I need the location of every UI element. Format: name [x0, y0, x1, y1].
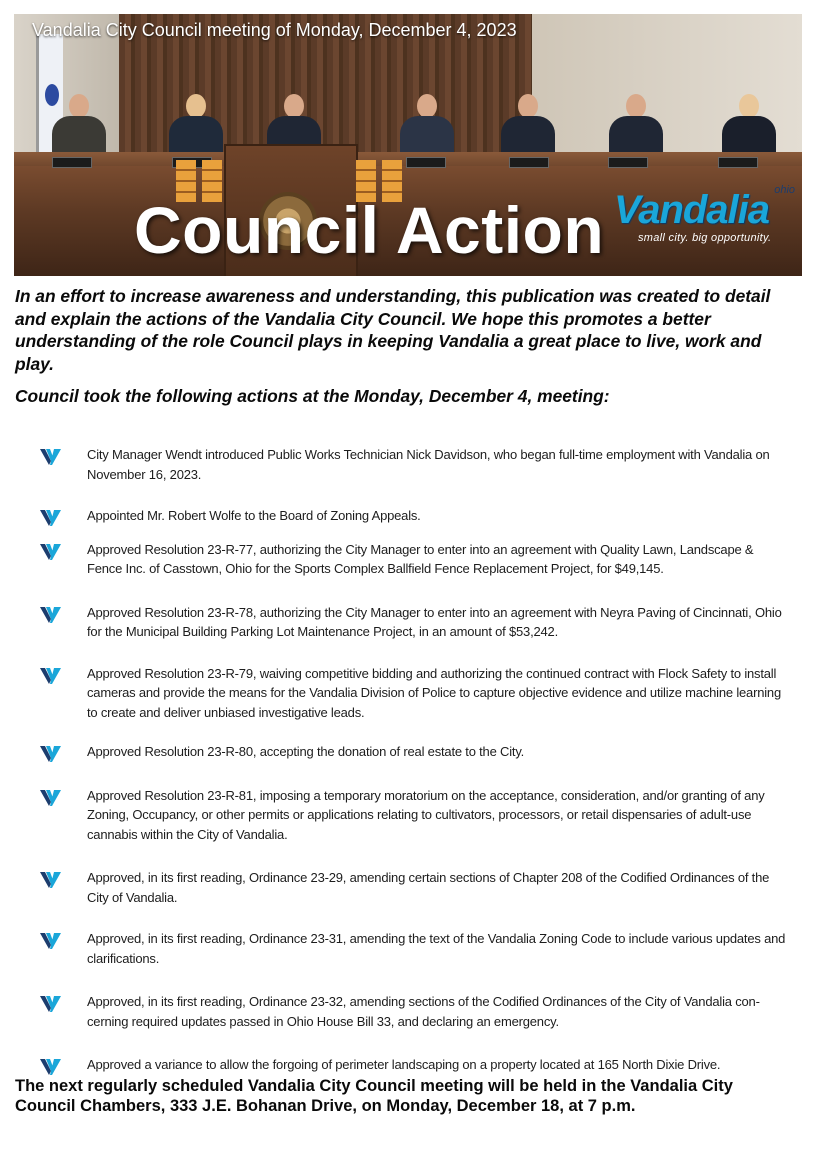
vandalia-chevron-icon: [40, 509, 62, 527]
nameplate: [52, 157, 92, 168]
vandalia-chevron-icon: [40, 667, 62, 685]
logo-state: ohio: [774, 184, 795, 196]
action-text: Approved a variance to allow the forgoing of perimeter landscaping on a property located at 165 North Dixie Drive.: [87, 1057, 721, 1072]
action-item: [40, 506, 790, 526]
nameplate: [406, 157, 446, 168]
next-meeting-notice: The next regularly scheduled Vandalia City Council meeting will be held in the Vandalia City Council Chambers, 333 J.E. Bohanan Drive, on Monday, December 18, at 7 p.m.: [15, 1077, 733, 1115]
action-text: Approved Resolution 23-R-77, authorizing the City Manager to enter into an agreement with Quality Lawn, Landscape & Fence Inc. of Casstown, Ohio for the Sports Complex Ballfield Fence Replacement Project, for $49,145.: [87, 541, 754, 576]
action-item: [40, 742, 790, 762]
action-item: [40, 603, 790, 642]
meeting-date-line: Vandalia City Council meeting of Monday, December 4, 2023: [32, 20, 517, 40]
action-item: [40, 929, 790, 968]
action-text: City Manager Wendt introduced Public Works Technician Nick Davidson, who began full-time employment with Vandalia on November 16, 2023.: [87, 447, 770, 482]
action-text: Appointed Mr. Robert Wolfe to the Board of Zoning Appeals.: [87, 508, 421, 523]
intro-paragraph: In an effort to increase awareness and understanding, this publication was created to detail and explain the actions of the Vandalia City Council. We hope this promotes a better understanding of the role Council plays in keeping Vandalia a great place to live, work and play.: [15, 286, 771, 374]
action-text: Approved, in its first reading, Ordinance 23-31, amending the text of the Vandalia Zoning Code to include various updates and clarifications.: [87, 931, 786, 966]
vandalia-chevron-icon: [40, 995, 62, 1013]
vandalia-chevron-icon: [40, 448, 62, 466]
action-item: [40, 445, 790, 484]
nameplate: [509, 157, 549, 168]
vandalia-chevron-icon: [40, 932, 62, 950]
action-item: [40, 868, 790, 907]
action-text: Approved, in its first reading, Ordinance 23-29, amending certain sections of Chapter 208 of the Codified Ordinances of the City of Vandalia.: [87, 870, 770, 905]
action-item: [40, 786, 790, 845]
action-text: Approved Resolution 23-R-81, imposing a temporary moratorium on the acceptance, consideration, and/or granting of any Zoning, Occupancy, or other permits or applications relating to cultivators, processors, or retail dispensaries of adult-use cannabis within the City of Vandalia.: [87, 787, 765, 842]
action-text: Approved Resolution 23-R-79, waiving competitive bidding and authorizing the continued contract with Flock Safety to install cameras and provide the means for the Vandalia Division of Police to capture objective evidence and utilize machine learning to create and deliver unbiased investigative leads.: [87, 665, 781, 720]
action-text: Approved Resolution 23-R-80, accepting the donation of real estate to the City.: [87, 744, 525, 759]
vandalia-logo: [614, 182, 799, 248]
action-item: [40, 1055, 790, 1075]
action-item: [40, 992, 790, 1031]
action-item: [40, 664, 790, 723]
actions-heading: Council took the following actions at the Monday, December 4, meeting:: [15, 386, 610, 406]
vandalia-chevron-icon: [40, 745, 62, 763]
logo-wordmark: Vandalia: [614, 188, 770, 232]
action-text: Approved, in its first reading, Ordinance 23-32, amending sections of the Codified Ordinances of the City of Vandalia con-cerning required updates passed in Ohio House Bill 33, and declaring an emergency.: [87, 994, 760, 1029]
nameplate: [608, 157, 648, 168]
actions-list: [40, 425, 790, 1075]
action-text: Approved Resolution 23-R-78, authorizing the City Manager to enter into an agreement with Neyra Paving of Cincinnati, Ohio for the Municipal Building Parking Lot Maintenance Project, in an amount of $53,242.: [87, 604, 782, 639]
nameplate: [718, 157, 758, 168]
vandalia-chevron-icon: [40, 789, 62, 807]
vandalia-chevron-icon: [40, 606, 62, 624]
vandalia-chevron-icon: [40, 543, 62, 561]
vandalia-chevron-icon: [40, 871, 62, 889]
action-item: [40, 540, 790, 579]
header-banner: [14, 14, 802, 276]
logo-tagline: small city. big opportunity.: [638, 232, 772, 244]
page-title: Council Action: [134, 193, 605, 267]
vandalia-chevron-icon: [40, 1058, 62, 1076]
